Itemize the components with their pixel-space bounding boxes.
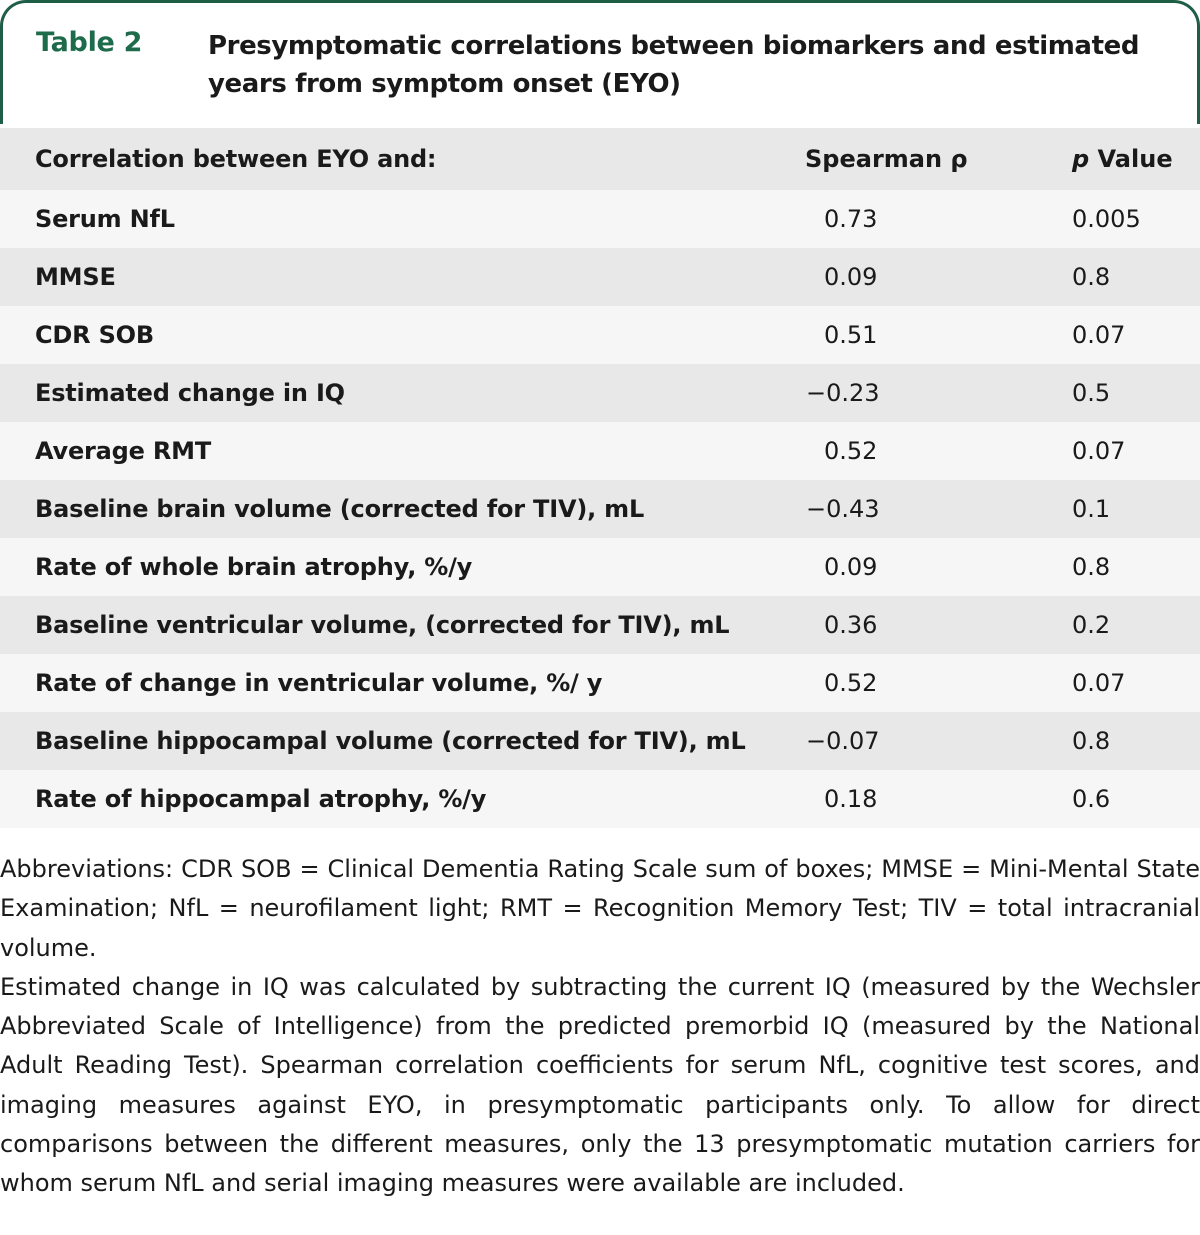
spearman-rho-value <box>806 306 877 364</box>
spearman-rho-value <box>806 480 880 538</box>
value-word: Value <box>1089 145 1173 173</box>
p-value: 0.005 <box>1072 205 1141 233</box>
rho-text: 0.52 <box>824 437 878 465</box>
p-value: 0.07 <box>1072 669 1126 697</box>
p-value: 0.07 <box>1072 437 1126 465</box>
rho-text: 0.18 <box>824 785 878 813</box>
table-row <box>0 364 1200 422</box>
table-row <box>0 480 1200 538</box>
rho-text: 0.36 <box>824 611 878 639</box>
rho-text: 0.09 <box>824 553 878 581</box>
rho-text: 0.09 <box>824 263 878 291</box>
row-label: Baseline ventricular volume, (corrected for TIV), mL <box>35 611 730 639</box>
p-value: 0.2 <box>1072 611 1111 639</box>
p-value: 0.6 <box>1072 785 1111 813</box>
table-row <box>0 770 1200 828</box>
table-row <box>0 538 1200 596</box>
table-row <box>0 422 1200 480</box>
p-value: 0.5 <box>1072 379 1111 407</box>
rho-text: 0.73 <box>824 205 878 233</box>
spearman-rho-value <box>806 248 877 306</box>
spearman-rho-value <box>806 712 880 770</box>
row-label: Average RMT <box>35 437 212 465</box>
p-symbol: p <box>1072 145 1090 173</box>
table-body <box>0 190 1200 828</box>
table-title: Presymptomatic correlations between biomarkers and estimated years from symptom onset (EYO) <box>208 31 1140 99</box>
p-value: 0.1 <box>1072 495 1111 523</box>
spearman-rho-value <box>806 596 877 654</box>
rho-text: −0.23 <box>806 379 880 407</box>
p-value: 0.8 <box>1072 263 1111 291</box>
row-label: Serum NfL <box>35 205 175 233</box>
p-value: 0.8 <box>1072 727 1111 755</box>
table-row <box>0 596 1200 654</box>
spearman-rho-value <box>806 538 877 596</box>
abbreviations-note: Abbreviations: CDR SOB = Clinical Dementia Rating Scale sum of boxes; MMSE = Mini-Mental State Examination; NfL = neurofilament light; RMT = Recognition Memory Test; TIV = total intracranial volume. <box>0 855 1200 962</box>
table-row <box>0 306 1200 364</box>
rho-text: 0.51 <box>824 321 878 349</box>
spearman-rho-value <box>806 364 880 422</box>
table-row <box>0 190 1200 248</box>
row-label: MMSE <box>35 263 116 291</box>
table-label: Table 2 <box>36 27 143 58</box>
column-header-p-value <box>1072 128 1173 190</box>
spearman-rho-value <box>806 422 877 480</box>
table-row <box>0 712 1200 770</box>
p-value: 0.07 <box>1072 321 1126 349</box>
description-note: Estimated change in IQ was calculated by subtracting the current IQ (measured by the Wechsler Abbreviated Scale of Intelligence) from the predicted premorbid IQ (measured by the National Adult Reading Test). Spearman correlation coefficients for serum NfL, cognitive test scores, and imaging measures against EYO, in presymptomatic participants only. To allow for direct comparisons between the different measures, only the 13 presymptomatic mutation carriers for whom serum NfL and serial imaging measures were available are included. <box>0 972 1200 1198</box>
correlation-table <box>0 128 1200 828</box>
column-header-spearman-rho: Spearman ρ <box>805 145 968 173</box>
spearman-rho-value <box>806 770 877 828</box>
table-header-box <box>0 0 1200 124</box>
table-row <box>0 248 1200 306</box>
row-label: Rate of whole brain atrophy, %/y <box>35 553 473 581</box>
row-label: Baseline hippocampal volume (corrected for TIV), mL <box>35 727 746 755</box>
rho-text: −0.43 <box>806 495 880 523</box>
row-label: Baseline brain volume (corrected for TIV), mL <box>35 495 645 523</box>
row-label: CDR SOB <box>35 321 154 349</box>
rho-text: −0.07 <box>806 727 880 755</box>
column-header-correlation: Correlation between EYO and: <box>35 145 437 173</box>
table-header-row <box>0 128 1200 190</box>
p-value: 0.8 <box>1072 553 1111 581</box>
row-label: Estimated change in IQ <box>35 379 345 407</box>
row-label: Rate of hippocampal atrophy, %/y <box>35 785 487 813</box>
row-label: Rate of change in ventricular volume, %/ y <box>35 669 603 697</box>
spearman-rho-value <box>806 654 877 712</box>
table-footnotes <box>0 850 1200 1204</box>
spearman-rho-value <box>806 190 877 248</box>
table-row <box>0 654 1200 712</box>
rho-text: 0.52 <box>824 669 878 697</box>
